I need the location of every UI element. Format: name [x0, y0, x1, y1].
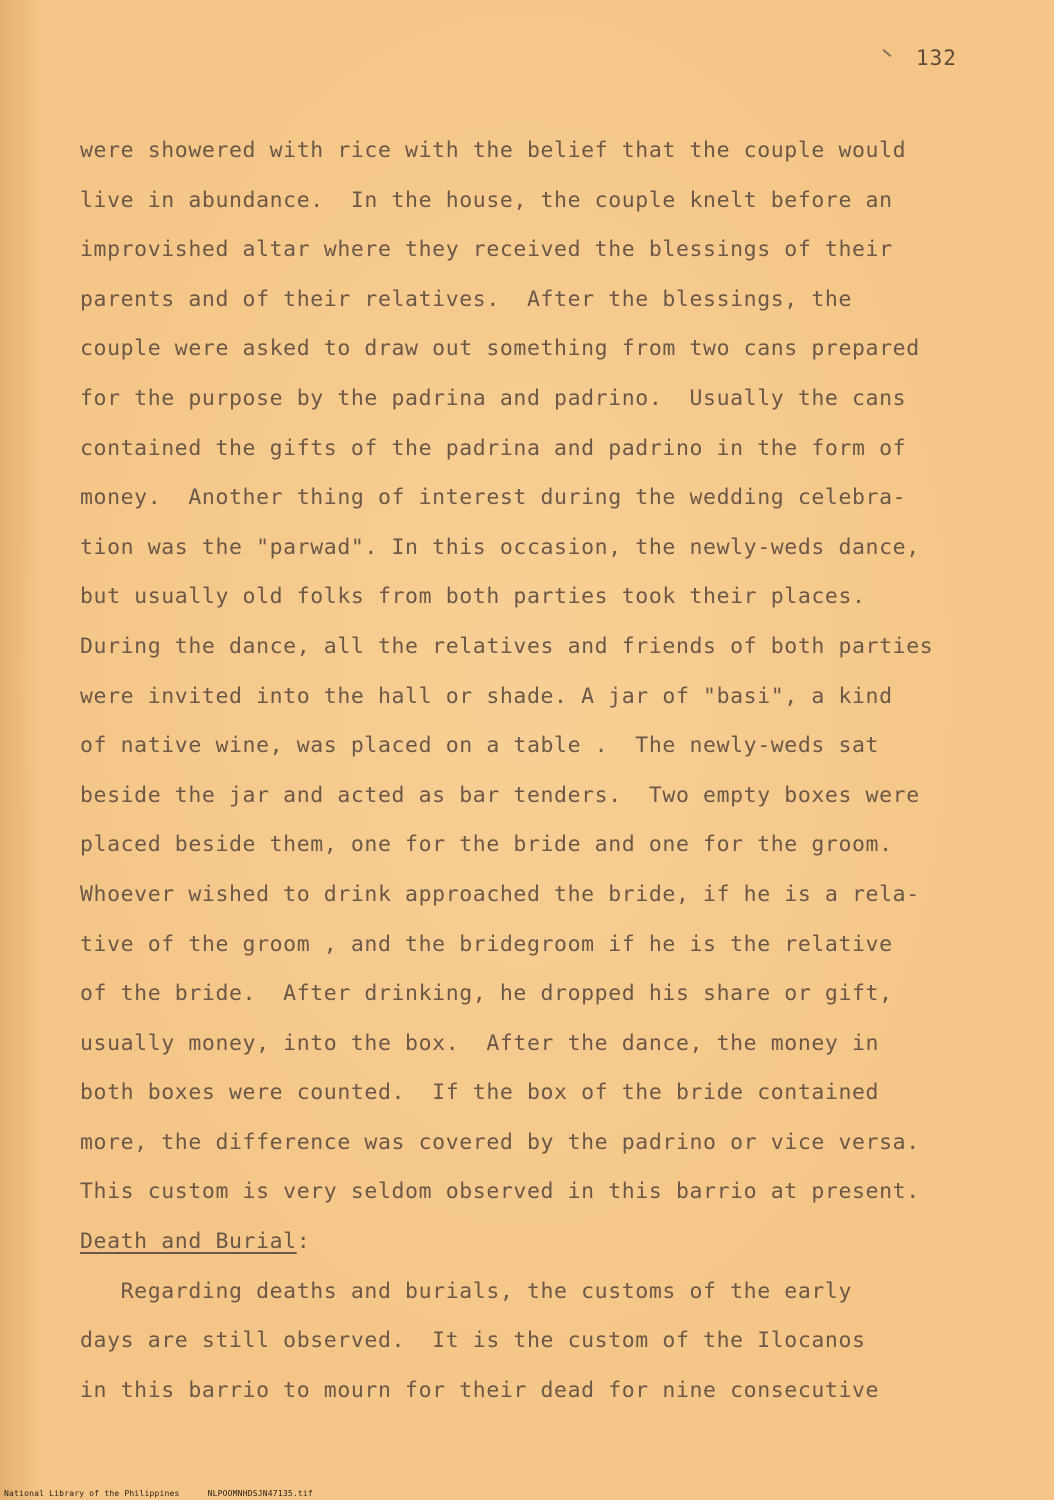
text-line: improvished altar where they received the blessings of their [80, 237, 893, 263]
text-line: days are still observed. It is the custom of the Ilocanos [80, 1328, 866, 1354]
text-line: placed beside them, one for the bride and one for the groom. [80, 832, 893, 858]
text-line: were invited into the hall or shade. A jar of "basi", a kind [80, 683, 893, 709]
text-line: Whoever wished to drink approached the bride, if he is a rela- [80, 881, 920, 907]
text-line: This custom is very seldom observed in this barrio at present. [80, 1179, 920, 1205]
text-line: Regarding deaths and burials, the customs of the early [80, 1278, 853, 1304]
text-line: for the purpose by the padrina and padrino. Usually the cans [80, 385, 907, 411]
text-line: live in abundance. In the house, the couple knelt before an [80, 187, 893, 213]
scan-footer [4, 1489, 313, 1498]
text-line: couple were asked to draw out something from two cans prepared [80, 336, 920, 362]
text-line: money. Another thing of interest during the wedding celebra- [80, 485, 907, 511]
text-line: During the dance, all the relatives and friends of both parties [80, 633, 934, 659]
text-line: both boxes were counted. If the box of the bride contained [80, 1080, 880, 1106]
text-line: tive of the groom , and the bridegroom if he is the relative [80, 931, 893, 957]
text-line: of the bride. After drinking, he dropped his share or gift, [80, 981, 893, 1007]
page-number: 132 [916, 46, 957, 70]
text-line: in this barrio to mourn for their dead for nine consecutive [80, 1377, 880, 1403]
body-text [80, 126, 1020, 1415]
text-line: parents and of their relatives. After the blessings, the [80, 286, 853, 312]
text-line: usually money, into the box. After the dance, the money in [80, 1030, 880, 1056]
section-heading-colon: : [296, 1229, 311, 1255]
section-heading-line [80, 1217, 1020, 1267]
text-line: tion was the "parwad". In this occasion, the newly-weds dance, [80, 534, 920, 560]
footer-file-name: NLPOOMNHDSJN47135.tif [207, 1489, 313, 1498]
text-line: more, the difference was covered by the padrino or vice versa. [80, 1129, 920, 1155]
section-heading: Death and Burial [80, 1229, 297, 1255]
text-line: beside the jar and acted as bar tenders. Two empty boxes were [80, 782, 920, 808]
text-line: were showered with rice with the belief that the couple would [80, 138, 907, 163]
text-line: of native wine, was placed on a table . The newly-weds sat [80, 733, 880, 759]
text-line: but usually old folks from both parties took their places. [80, 584, 866, 610]
pen-tick-mark [883, 49, 892, 57]
text-line: contained the gifts of the padrina and padrino in the form of [80, 435, 907, 461]
footer-library: National Library of the Philippines [4, 1489, 180, 1498]
